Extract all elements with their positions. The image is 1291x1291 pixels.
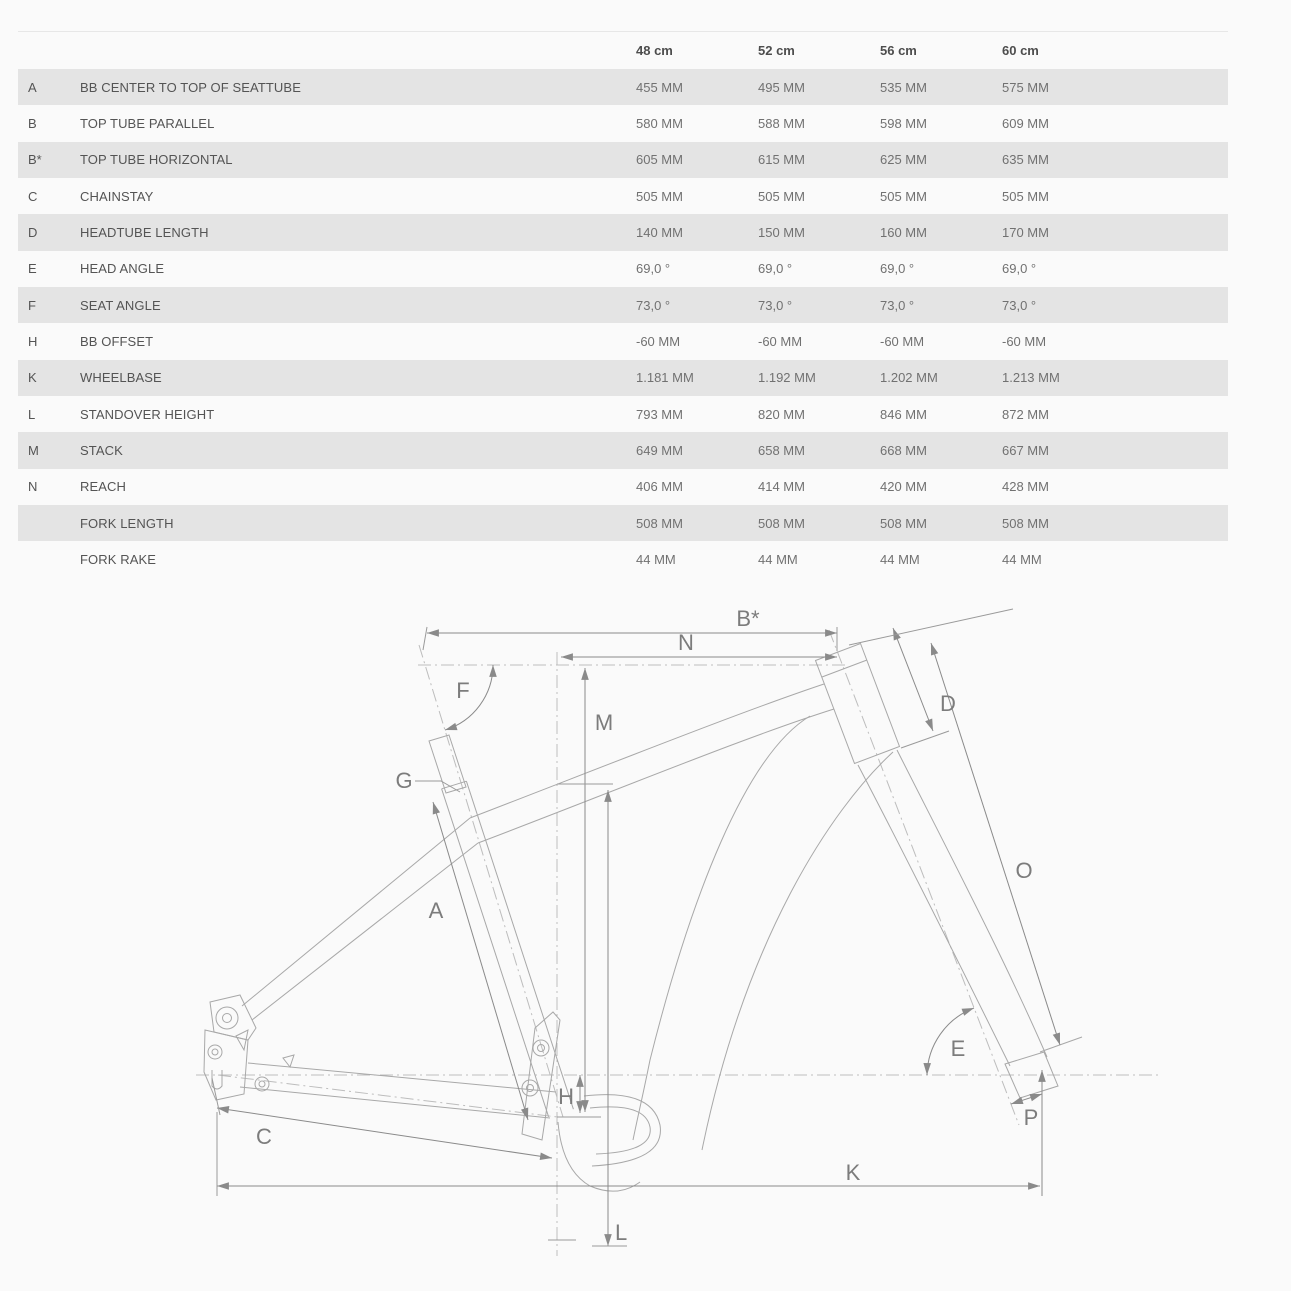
- label-l: L: [615, 1220, 628, 1245]
- row-value: 73,0 °: [1002, 297, 1037, 313]
- row-value: 872 MM: [1002, 406, 1049, 422]
- row-label: CHAINSTAY: [80, 188, 154, 204]
- geometry-table: [18, 31, 1228, 578]
- row-value: 170 MM: [1002, 225, 1049, 241]
- row-value: 598 MM: [880, 116, 927, 132]
- row-value: 73,0 °: [880, 297, 915, 313]
- label-h: H: [558, 1084, 574, 1109]
- row-key: C: [28, 188, 38, 204]
- row-key: F: [28, 297, 36, 313]
- row-key: N: [28, 479, 38, 495]
- row-value: -60 MM: [880, 334, 925, 350]
- row-key: A: [28, 79, 37, 95]
- row-value: 414 MM: [758, 479, 805, 495]
- row-value: 1.202 MM: [880, 370, 938, 386]
- label-g: G: [395, 768, 413, 793]
- row-key: K: [28, 370, 37, 386]
- label-e: E: [950, 1036, 966, 1061]
- row-value: 609 MM: [1002, 116, 1049, 132]
- reference-axes: [196, 630, 1162, 1256]
- row-label: FORK LENGTH: [80, 515, 174, 531]
- table-row: [18, 287, 1228, 323]
- row-value: 615 MM: [758, 152, 805, 168]
- label-c: C: [256, 1124, 272, 1149]
- row-value: 140 MM: [636, 225, 683, 241]
- label-k: K: [845, 1160, 861, 1185]
- row-value: -60 MM: [1002, 334, 1047, 350]
- row-value: 668 MM: [880, 443, 927, 459]
- row-value: 69,0 °: [758, 261, 793, 277]
- row-key: M: [28, 443, 39, 459]
- row-value: 635 MM: [1002, 152, 1049, 168]
- row-value: 406 MM: [636, 479, 683, 495]
- row-value: -60 MM: [636, 334, 681, 350]
- table-row: [18, 178, 1228, 214]
- row-value: 575 MM: [1002, 79, 1049, 95]
- row-value: 1.213 MM: [1002, 370, 1060, 386]
- row-value: 625 MM: [880, 152, 927, 168]
- row-key: E: [28, 261, 37, 277]
- row-value: 44 MM: [758, 552, 798, 568]
- row-value: 508 MM: [636, 515, 683, 531]
- label-d: D: [940, 691, 956, 716]
- row-value: 455 MM: [636, 79, 683, 95]
- row-label: BB CENTER TO TOP OF SEATTUBE: [80, 79, 301, 95]
- table-row: [18, 505, 1228, 541]
- row-value: 505 MM: [636, 188, 683, 204]
- size-header: 56 cm: [880, 43, 917, 58]
- label-b-star: B*: [736, 606, 760, 631]
- frame-diagram: [0, 588, 1291, 1291]
- row-key: D: [28, 225, 38, 241]
- row-value: 44 MM: [1002, 552, 1042, 568]
- row-value: 505 MM: [758, 188, 805, 204]
- row-value: 658 MM: [758, 443, 805, 459]
- dimension-lines: [212, 609, 1060, 1246]
- label-a: A: [428, 898, 444, 923]
- table-row: [18, 396, 1228, 432]
- bike-frame-outline: [204, 644, 1082, 1192]
- row-value: -60 MM: [758, 334, 803, 350]
- table-row: [18, 142, 1228, 178]
- row-value: 820 MM: [758, 406, 805, 422]
- row-value: 69,0 °: [880, 261, 915, 277]
- row-label: STACK: [80, 443, 123, 459]
- label-p: P: [1023, 1105, 1039, 1130]
- row-value: 846 MM: [880, 406, 927, 422]
- label-n: N: [678, 630, 694, 655]
- row-value: 505 MM: [880, 188, 927, 204]
- table-header-row: [18, 32, 1228, 69]
- row-value: 1.181 MM: [636, 370, 694, 386]
- row-key: H: [28, 334, 38, 350]
- table-row: [18, 432, 1228, 468]
- label-m: M: [594, 710, 614, 735]
- row-value: 69,0 °: [636, 261, 671, 277]
- row-value: 160 MM: [880, 225, 927, 241]
- row-label: HEADTUBE LENGTH: [80, 225, 209, 241]
- row-label: BB OFFSET: [80, 334, 154, 350]
- row-value: 535 MM: [880, 79, 927, 95]
- label-o: O: [1015, 858, 1033, 883]
- table-row: [18, 251, 1228, 287]
- table-row: [18, 214, 1228, 250]
- row-value: 495 MM: [758, 79, 805, 95]
- row-label: FORK RAKE: [80, 552, 157, 568]
- table-row: [18, 69, 1228, 105]
- row-label: SEAT ANGLE: [80, 297, 161, 313]
- size-header: 48 cm: [636, 43, 673, 58]
- row-label: REACH: [80, 479, 127, 495]
- table-row: [18, 469, 1228, 505]
- row-key: B: [28, 116, 37, 132]
- row-key: L: [28, 406, 36, 422]
- row-value: 505 MM: [1002, 188, 1049, 204]
- row-value: 508 MM: [758, 515, 805, 531]
- row-value: 508 MM: [1002, 515, 1049, 531]
- row-value: 667 MM: [1002, 443, 1049, 459]
- row-label: TOP TUBE PARALLEL: [80, 116, 215, 132]
- row-value: 44 MM: [880, 552, 920, 568]
- row-value: 588 MM: [758, 116, 805, 132]
- size-header: 52 cm: [758, 43, 795, 58]
- table-row: [18, 541, 1228, 577]
- row-value: 1.192 MM: [758, 370, 816, 386]
- row-value: 605 MM: [636, 152, 683, 168]
- row-value: 150 MM: [758, 225, 805, 241]
- row-value: 508 MM: [880, 515, 927, 531]
- table-row: [18, 323, 1228, 359]
- label-f: F: [456, 678, 470, 703]
- row-value: 73,0 °: [636, 297, 671, 313]
- row-label: WHEELBASE: [80, 370, 162, 386]
- size-header: 60 cm: [1002, 43, 1039, 58]
- row-label: TOP TUBE HORIZONTAL: [80, 152, 233, 168]
- row-value: 793 MM: [636, 406, 683, 422]
- row-value: 73,0 °: [758, 297, 793, 313]
- table-row: [18, 105, 1228, 141]
- row-value: 649 MM: [636, 443, 683, 459]
- row-value: 580 MM: [636, 116, 683, 132]
- table-row: [18, 360, 1228, 396]
- row-label: STANDOVER HEIGHT: [80, 406, 215, 422]
- row-value: 44 MM: [636, 552, 676, 568]
- row-value: 428 MM: [1002, 479, 1049, 495]
- row-value: 420 MM: [880, 479, 927, 495]
- row-label: HEAD ANGLE: [80, 261, 165, 277]
- row-key: B*: [28, 152, 42, 168]
- row-value: 69,0 °: [1002, 261, 1037, 277]
